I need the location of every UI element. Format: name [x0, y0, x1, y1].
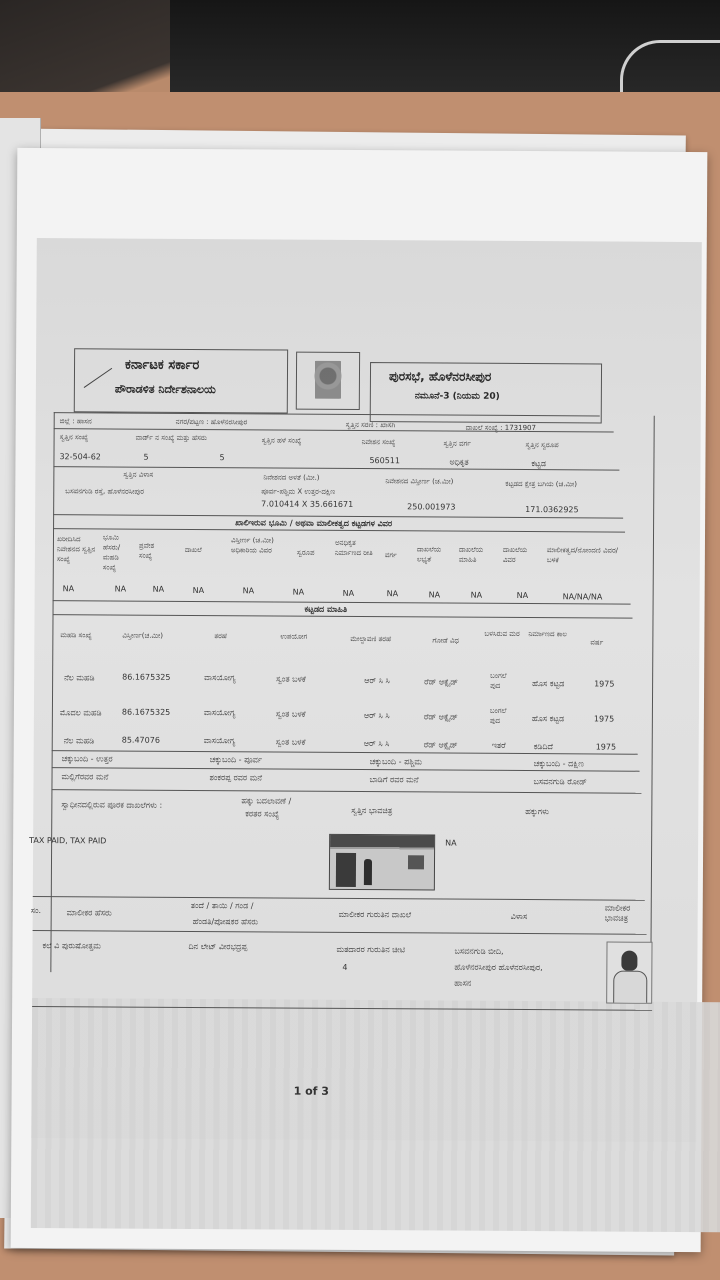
property-series: ಸ್ವತ್ತಿನ ಸರಣಿ : ಖಾಸಗಿ	[345, 420, 396, 430]
east-label: ಚಕ್ಕುಬಂದಿ - ಪೂರ್ವ	[209, 755, 263, 765]
hdr-built-area: ಕಟ್ಟಡದ ಕ್ಷೇತ್ರ ಬಗಿಯ (ಚ.ಮೀ)	[505, 479, 578, 489]
bh-5: ಗೋಡೆ ವಿಧ	[432, 636, 459, 645]
vv-2: NA	[152, 584, 165, 594]
br1-age: ಹೊಸ ಕಟ್ಟಡ	[531, 714, 565, 724]
vh-1: ಭೂಮಿ ಹೆಸರು/ ಮಹಡಿ ಸಂಖ್ಯೆ	[102, 533, 121, 572]
owner-id-type: ಮತದಾರರ ಗುರುತಿನ ಚೀಟಿ	[336, 944, 406, 955]
vv-11: NA/NA/NA	[562, 592, 603, 602]
vh-6: ಅನಧಿಕೃತ ನಿರ್ಮಾಣದ ರೀತಿ	[334, 538, 373, 558]
hdr-address: ಸ್ವತ್ತಿನ ವಿಳಾಸ	[123, 470, 154, 479]
rights-label: ಹಕ್ಕುಗಳು	[525, 807, 550, 817]
bh-4: ಮೇಲ್ಛಾವಣಿ ತರಹೆ	[350, 634, 392, 644]
br0-roof: ಆರ್ ಸಿ ಸಿ	[364, 676, 390, 686]
dimensions: 7.010414 X 35.661671	[261, 499, 354, 509]
vh-9: ದಾಖಲೆಯ ಮಾಹಿತಿ	[458, 545, 484, 564]
photo-person	[364, 859, 372, 885]
rule	[51, 789, 641, 794]
south-label: ಚಕ್ಕುಬಂದಿ - ದಕ್ಷಿಣ	[533, 759, 584, 769]
vv-9: NA	[470, 590, 483, 600]
east-boundary: ಶಂಕರಪ್ಪ ರವರ ಮನೆ	[209, 773, 263, 783]
owner-id-number: 4	[342, 962, 348, 972]
bh-6: ಬಳಸಿರುವ ಮರ	[484, 629, 520, 638]
header-left-box	[74, 348, 288, 413]
page-number: 1 of 3	[293, 1084, 329, 1098]
printed-area	[31, 238, 701, 1142]
supporting-docs-label: ಸ್ವಾಧೀನದಲ್ಲಿರುವ ಪೂರಕ ದಾಖಲೆಗಳು :	[61, 800, 163, 810]
bh-7: ನಿರ್ಮಾಣದ ಕಾಲ	[528, 630, 567, 639]
north-label: ಚಕ್ಕುಬಂದಿ - ಉತ್ತರ	[61, 754, 113, 764]
vh-2: ಪ್ರವೇಶ ಸಂಖ್ಯೆ	[138, 541, 155, 560]
west-label: ಚಕ್ಕುಬಂದಿ - ಪಶ್ಚಿಮ	[369, 757, 423, 767]
br2-year: 1975	[595, 742, 617, 752]
br0-use: ಸ್ವಂತ ಬಳಕೆ	[276, 674, 306, 684]
owner-photo-body	[613, 971, 647, 1004]
dims-label: ಪೂರ್ವ-ಪಶ್ಚಿಮ X ಉತ್ತರ-ದಕ್ಷಿಣ	[261, 487, 336, 496]
bh-0: ಮಹಡಿ ಸಂಖ್ಯೆ	[60, 631, 92, 640]
header-corner-line	[84, 368, 113, 388]
property-address: ಬಸವನಗುಡಿ ರಸ್ತೆ, ಹೊಳೆನರಸೀಪುರ	[65, 487, 144, 496]
rights-value: NA	[445, 838, 457, 848]
vv-3: NA	[192, 585, 205, 596]
owner-no-header: ಸಂ.	[30, 905, 42, 916]
br0-year: 1975	[594, 679, 615, 689]
ward-name: 5	[219, 453, 225, 463]
vh-11: ಮಾಲೀಕತ್ವದ/ನೋಂದಣಿ ವಿವರ/ಬಳಕೆ	[546, 546, 619, 565]
owner-address-3: ಹಾಸನ	[454, 978, 472, 988]
site-area: 250.001973	[407, 502, 456, 512]
br2-wood: ಇತರೆ	[491, 740, 506, 750]
br0-floor: ನೆಲ ಮಹಡಿ	[64, 673, 95, 683]
vv-1: NA	[114, 584, 127, 594]
west-boundary: ಬಾಡಿಗೆ ರವರ ಮನೆ	[369, 775, 419, 785]
hdr-old-no: ಸ್ವತ್ತಿನ ಹಳೆ ಸಂಖ್ಯೆ	[261, 436, 302, 445]
directorate-name: ಪೌರಾಡಳಿತ ನಿರ್ದೇಶನಾಲಯ	[114, 382, 216, 397]
br1-floor: ಮೊದಲ ಮಹಡಿ	[59, 708, 102, 718]
frame-right	[650, 416, 654, 976]
hdr-site-area: ನಿವೇಶನದ ವಿಸ್ತೀರ್ಣ (ಚ.ಮೀ)	[385, 477, 454, 486]
hdr-ward: ವಾರ್ಡ್ ನ ಸಂಖ್ಯೆ ಮತ್ತು ಹೆಸರು	[135, 433, 207, 443]
br2-area: 85.47076	[121, 735, 160, 745]
vh-8: ದಾಖಲೆಯ ಲಭ್ಯತೆ	[416, 545, 442, 564]
vv-10: NA	[516, 590, 529, 601]
br1-year: 1975	[593, 714, 615, 724]
built-area: 171.0362925	[525, 505, 579, 515]
vh-3: ದಾಖಲೆ	[184, 545, 202, 555]
br1-use: ಸ್ವಂತ ಬಳಕೆ	[275, 709, 306, 719]
hdr-dimensions: ನಿವೇಶನದ ಅಳತೆ (ಮೀ.)	[263, 473, 320, 482]
owner-address-2: ಹೊಳೆನರಸೀಪುರ ಹೊಳೆನರಸೀಪುರ,	[454, 962, 543, 973]
br2-roof: ಆರ್ ಸಿ ಸಿ	[363, 739, 390, 749]
site-no: 560511	[369, 456, 401, 466]
record-number: ದಾಖಲೆ ಸಂಖ್ಯೆ : 1731907	[465, 423, 536, 433]
owner-parent-header-1: ತಂದೆ / ತಾಯಿ / ಗಂಡ /	[190, 900, 254, 911]
owner-address-header: ವಿಳಾಸ	[510, 911, 528, 922]
vh-4: ವಿಸ್ತೀರ್ಣ (ಚ.ಮೀ) ಅಧಿಕಾರಿಯ ವಿವರ	[230, 536, 274, 555]
vv-8: NA	[428, 590, 441, 600]
blank-lower-area	[31, 998, 720, 1232]
vh-7: ವರ್ಗ	[384, 551, 397, 560]
owner-address-1: ಬಸವನಗುಡಿ ಬೀದಿ,	[454, 946, 504, 956]
tax-status: TAX PAID, TAX PAID	[29, 835, 107, 846]
municipality-name: ಪುರಸಭೆ, ಹೊಳೆನರಸೀಪುರ	[388, 369, 492, 384]
building-section-title: ಕಟ್ಟಡದ ಮಾಹಿತಿ	[304, 604, 348, 614]
br0-wall: ರೆಡ್ ಆಕ್ಸೈಡ್	[424, 677, 458, 687]
br2-type: ವಾಸಯೋಗ್ಯ	[203, 736, 236, 746]
category: ಅಧಿಕೃತ	[449, 457, 469, 467]
state-emblem-icon	[296, 352, 360, 410]
owner-id-header: ಮಾಲೀಕರ ಗುರುತಿನ ದಾಖಲೆ	[338, 909, 412, 920]
nature: ಕಟ್ಟಡ	[531, 459, 546, 469]
vh-0: ಖರೀದಿಸಿದ ನಿವೇಶನದ ಸ್ವತ್ತಿನ ಸಂಖ್ಯೆ	[56, 535, 96, 564]
br2-use: ಸ್ವಂತ ಬಳಕೆ	[275, 737, 306, 747]
br2-age: ಕಡಿದಿದೆ	[533, 742, 554, 752]
ward-no: 5	[143, 452, 149, 462]
owner-photo-head	[621, 951, 637, 971]
br1-wall: ರೆಡ್ ಆಕ್ಸೈಡ್	[423, 712, 458, 722]
town: ನಗರ/ಪಟ್ಟಣ : ಹೊಳೆನರಸೀಪುರ	[175, 417, 248, 427]
govt-title: ಕರ್ನಾಟಕ ಸರ್ಕಾರ	[124, 357, 200, 374]
owner-parent-header-2: ಹೆಂಡತಿ/ಪೋಷಕರ ಹೆಸರು	[192, 916, 259, 927]
photo-door	[336, 853, 356, 887]
emblem-icon	[311, 361, 345, 399]
owner-name: ಕಲೆ ವಿ ಪುರುಷೋತ್ತಮ	[42, 941, 101, 951]
property-photo-label: ಸ್ವತ್ತಿನ ಭಾವಚಿತ್ರ	[351, 805, 393, 816]
br0-wood: ಬಂಗಲೆ ಪುದ	[490, 671, 507, 690]
vacant-section-title: ಖಾಲಿಇರುವ ಭೂಮಿ / ಅಥವಾ ಮಾಲೀಕತ್ವದ ಕಟ್ಟಡಗಳ ವಿವರ	[235, 518, 393, 529]
hdr-property-no: ಸ್ವತ್ತಿನ ಸಂಖ್ಯೆ	[59, 433, 89, 442]
br0-type: ವಾಸಯೋಗ್ಯ	[204, 673, 236, 683]
deed-number-label: ಕರತರ ಸಂಖ್ಯೆ	[245, 809, 280, 819]
hdr-site-no: ನಿವೇಶನ ಸಂಖ್ಯೆ	[361, 438, 396, 447]
owner-parent: ದಿನ ಲೇಟ್ ವೀರಭದ್ರಪ್ಪ	[188, 941, 248, 952]
vv-4: NA	[242, 586, 255, 596]
br0-age: ಹೊಸ ಕಟ್ಟಡ	[532, 679, 565, 689]
bh-1: ವಿಸ್ತೀರ್ಣ(ಚ.ಮೀ)	[122, 631, 164, 640]
vv-6: NA	[342, 588, 355, 598]
br1-area: 86.1675325	[121, 707, 171, 717]
vv-0: NA	[62, 584, 75, 594]
owner-name-header: ಮಾಲೀಕರ ಹೆಸರು	[66, 908, 112, 918]
hdr-nature: ಸ್ವತ್ತಿನ ಸ್ವರೂಪ	[525, 441, 559, 450]
hdr-category: ಸ್ವತ್ತಿನ ವರ್ಗ	[443, 439, 471, 448]
vh-5: ಸ್ವರೂಪ	[296, 548, 315, 557]
rule	[33, 896, 645, 901]
form-number: ನಮೂನೆ-3 (ನಿಯಮ 20)	[414, 391, 500, 402]
document-page	[11, 148, 708, 1252]
vh-10: ದಾಖಲೆಯ ವಿವರ	[502, 545, 528, 564]
vv-5: NA	[292, 587, 305, 597]
br2-wall: ರೆಡ್ ಆಕ್ಸೈಡ್	[423, 740, 458, 750]
bh-8: ವರ್ಷ	[590, 638, 604, 647]
br0-area: 86.1675325	[122, 672, 171, 682]
br2-floor: ನೆಲ ಮಹಡಿ	[63, 736, 95, 746]
br1-type: ವಾಸಯೋಗ್ಯ	[203, 708, 236, 718]
bh-3: ಉಪಯೋಗ	[280, 632, 308, 641]
property-no: 32-504-62	[59, 452, 101, 462]
south-boundary: ಬಸವನಗುಡಿ ರೋಡ್	[533, 777, 587, 787]
rights-change-label: ಹಕ್ಕು ಬದಲಾವಣೆ /	[241, 796, 292, 806]
frame-left	[50, 412, 54, 972]
north-boundary: ಮಲ್ಲಿಗೆರವರ ಮನೆ	[61, 772, 109, 782]
br1-roof: ಆರ್ ಸಿ ಸಿ	[363, 711, 390, 721]
bh-2: ತರಹೆ	[214, 632, 227, 641]
owner-photo	[606, 942, 652, 1004]
owner-photo-header: ಮಾಲೀಕರ ಭಾವಚಿತ್ರ	[604, 903, 631, 923]
br1-wood: ಬಂಗಲೆ ಪುದ	[489, 706, 507, 725]
district: ಜಿಲ್ಲೆ : ಹಾಸನ	[59, 417, 92, 426]
photo-window	[408, 855, 424, 869]
rule	[33, 930, 647, 935]
property-photo	[329, 834, 435, 891]
vv-7: NA	[386, 589, 399, 599]
